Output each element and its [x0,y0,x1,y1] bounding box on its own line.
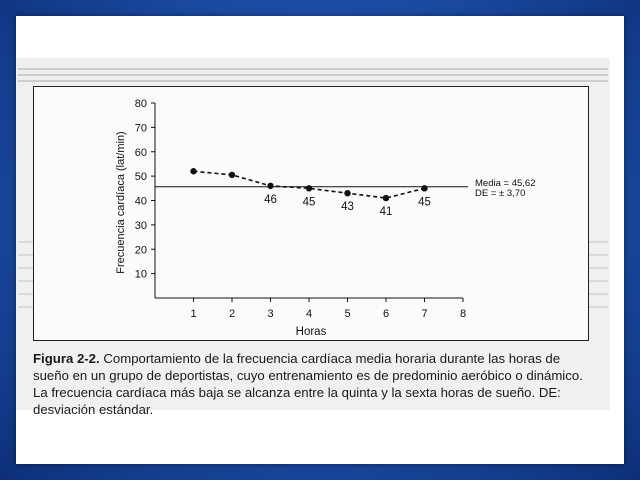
caption-text: Comportamiento de la frecuencia cardíaca media horaria durante las horas de sueño en un grupo de deportistas, cuyo entrenamiento es de predominio aeróbico o dinámico. La frecuencia cardíaca más baja se alcanza entre la quinta y la sexta horas de sueño. DE: desviación estándar. [33,351,583,417]
y-tick-label: 40 [134,195,147,208]
data-point [344,190,350,196]
series-line [194,171,425,198]
figure-caption [33,350,593,418]
x-tick-label: 3 [267,308,274,320]
data-label: 46 [264,193,277,206]
data-point [421,185,427,191]
x-tick-label: 5 [344,308,351,320]
sd-label: DE = ± 3,70 [475,187,526,199]
data-point [267,183,273,189]
data-label: 45 [302,196,316,209]
mean-label: Media = 45,62 [475,177,536,189]
data-label: 41 [379,206,393,219]
mean-reference-line-group [155,178,535,199]
data-point [190,168,196,174]
y-tick-label: 30 [134,219,147,232]
x-axis-title: Horas [295,326,327,338]
x-tick-label: 6 [382,308,390,320]
y-axis-title: Frecuencia cardíaca (lat/min) [115,131,127,274]
bleed-through-text-top [18,64,608,86]
data-point [229,172,235,178]
chart-labels [115,131,431,338]
data-label: 45 [418,196,431,209]
x-tick-label: 1 [190,308,197,320]
chart-axes [135,98,466,320]
x-tick-label: 7 [421,308,428,320]
y-tick-label: 50 [134,171,147,184]
y-tick-label: 70 [134,122,147,135]
y-tick-label: 60 [134,146,147,159]
y-tick-label: 20 [134,244,147,257]
line-chart [34,87,588,340]
data-point [383,195,389,201]
x-tick-label: 2 [228,308,236,320]
figure-frame [33,86,589,341]
data-label: 43 [341,201,354,214]
x-tick-label: 4 [305,308,313,320]
y-tick-label: 10 [134,268,147,281]
caption-label: Figura 2-2. [33,351,100,366]
y-tick-label: 80 [134,98,147,110]
x-tick-label: 8 [459,308,467,320]
data-point [306,185,312,191]
